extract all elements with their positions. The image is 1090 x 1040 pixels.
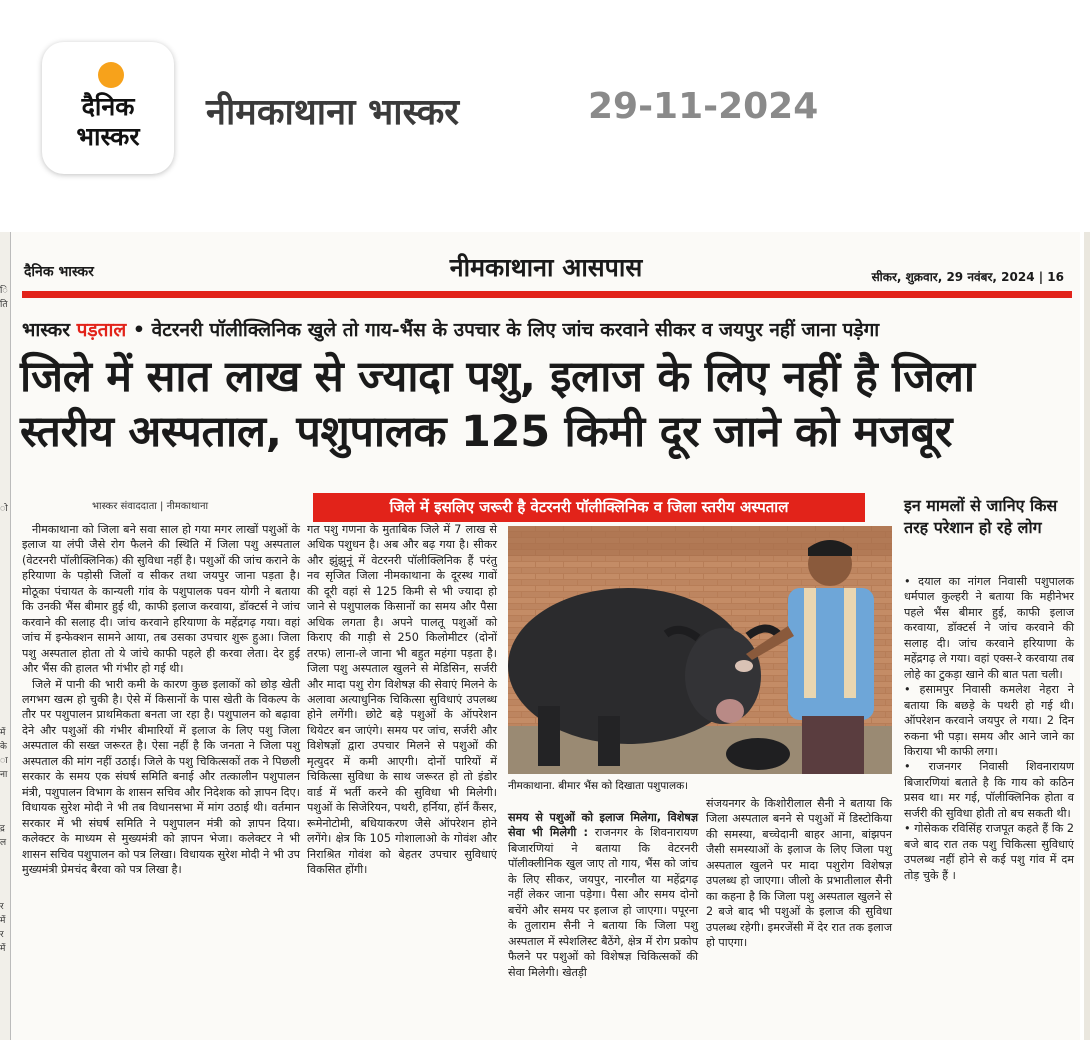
subheading: समय से पशुओं को इलाज मिलेगा, विशेषज्ञ सेवा भी मिलेगी : xyxy=(508,811,698,840)
headline: जिले में सात लाख से ज्यादा पशु, इलाज के लिए नहीं है जिला स्तरीय अस्पताल, पशुपालक 125 किमी दूर जाने को मजबूर xyxy=(20,352,975,458)
kicker-text: • वेटरनरी पॉलीक्लिनिक खुले तो गाय-भैंस के उपचार के लिए जांच करवाने सीकर व जयपुर नहीं जाना पड़ेगा xyxy=(132,319,880,341)
sidebar-heading: इन मामलों से जानिए किस तरह परेशान हो रहे लोग xyxy=(904,496,1058,538)
photo-illustration xyxy=(508,526,892,774)
edge-fragment: में xyxy=(0,944,6,954)
list-item: • दयाल का नांगल निवासी पशुपालक धर्मपाल कुल्हरी ने बताया कि महीनेभर पहले भैंस बीमार हुई, काफी इलाज करवाया, डॉक्टर्स ने जांच करवाने की सलाह दी। जांच करवाने हरियाणा के महेंद्रगढ़ ले गया। वहां एक्स-रे करवाया तब लोहे का टुकड़ा खाने की बात पता चली। xyxy=(904,575,1074,681)
article-column-2 xyxy=(307,522,497,877)
article-column-4 xyxy=(706,796,892,951)
photo-caption: नीमकाथाना. बीमार भैंस को दिखाता पशुपालक। xyxy=(508,780,689,792)
edge-fragment: र xyxy=(0,930,4,940)
dainik-bhaskar-logo[interactable] xyxy=(42,42,174,174)
edge-fragment: ल xyxy=(0,838,7,848)
list-item: • हसामपुर निवासी कमलेश नेहरा ने बताया कि बछड़े के पथरी हो गई थी। ऑपरेशन करवाने जयपुर ले गया। 2 दिन रुकना भी पड़ा। समय और आने जाने का किराया भी काफी लगा। xyxy=(904,683,1074,758)
edge-fragment: में xyxy=(0,728,6,738)
edge-fragment: द्र xyxy=(0,824,5,834)
paragraph xyxy=(508,810,698,980)
kicker xyxy=(22,316,1072,342)
edge-fragment: ा xyxy=(0,756,8,766)
paragraph: गत पशु गणना के मुताबिक जिले में 7 लाख से अधिक पशुधन है। अब और बढ़ गया है। सीकर और झुंझुनूं में वेटरनरी पॉलीक्लिनिक हैं परंतु नव सृजित जिला नीमकाथाना के दूरस्थ गावों की दूरी वहां से 125 किमी से भी ज्यादा हो जाने से पशुपालक किसानों का समय और पैसा अधिक लगता है। अपने पालतू पशुओं को किराए की गाड़ी से 250 किलोमीटर (दोनों तरफ) लाना-ले जाना भी बहुत महंगा पड़ता है। जिला पशु अस्पताल खुलने से मेडिसिन, सर्जरी और मादा पशु रोग विशेषज्ञ की सेवाएं मिलने के अलावा अत्याधुनिक चिकित्सा सुविधाएं उपलब्ध होने लगेंगी। छोटे बड़े पशुओं के ऑपरेशन थियेटर बन जाएंगे। समय पर जांच, सर्जरी और विशेषज्ञों द्वारा उपचार मिलने से पशुओं की मृत्युदर में कमी आएगी। दोनों पारियों में चिकित्सा सुविधा के साथ जरूरत हो तो इंडोर वार्ड में भर्ती करने की सुविधा भी मिलेगी। पशुओं के सिजेरियन, पथरी, हर्निया, हॉर्न कैंसर, रूमेनोटोमी, बधियाकरण जैसे ऑपरेशन होने लगेंगे। क्षेत्र कि 105 गोशालाओ के गोवंश और निराश्रित गोवंश को बेहतर उपचार सुविधाएं विकसित होंगी। xyxy=(307,523,497,876)
paragraph-text: राजनगर के शिवनारायण बिजारणियां ने बताया कि वेटरनरी पॉलीक्लीनिक खुल जाए तो गाय, भैंस को जांच के लिए सीकर, जयपुर, नारनौल या महेंद्रगढ़ नहीं लेकर जाना पड़ेगा। पैसा और समय दोनो बचेंगे और समय पर इलाज हो जाएगा। पपूरना के तुलाराम सैनी ने बताया कि जिला पशु अस्पताल में स्पेशलिस्ट बैठेंगे, क्षेत्र में रोग प्रकोप फैलने पर पशुओं को विशेषज्ञ चिकित्सकों की सेवा मिलेगी। खेतड़ी xyxy=(508,826,698,979)
edition-title: नीमकाथाना भास्कर xyxy=(206,92,459,133)
kicker-brand: भास्कर xyxy=(22,319,71,341)
photo-farmer-with-buffalo xyxy=(508,526,892,774)
edge-fragment: ि xyxy=(0,286,8,296)
logo-line1: दैनिक xyxy=(81,92,135,121)
page-right-edge xyxy=(1084,232,1090,1040)
masthead-brand: दैनिक भास्कर xyxy=(24,264,94,280)
edge-fragment: ना xyxy=(0,770,8,780)
edge-fragment: के xyxy=(0,742,7,752)
edge-fragment: र xyxy=(0,902,4,912)
sun-icon xyxy=(98,62,124,88)
kicker-label: पड़ताल xyxy=(76,319,127,341)
adjacent-page-edge xyxy=(0,232,11,1040)
paragraph: संजयनगर के किशोरीलाल सैनी ने बताया कि जिला अस्पताल बनने से पशुओं में डिस्टोकिया की समस्या, बच्चेदानी बाहर आना, बांझपन जैसी समस्याओं के इलाज के लिए जिला पशु अस्पताल खुलने पर मादा पशुरोग विशेषज्ञ उपलब्ध हो जाएगा। जीलो के प्रभातीलाल सैनी का कहना है कि जिला पशु अस्पताल खुलने से 2 बजे बाद भी पशुओं के इलाज की सुविधा उपलब्ध रहेगी। इमरजेंसी में देर रात तक इलाज हो पाएगा। xyxy=(706,797,892,950)
edge-fragment: ो xyxy=(0,504,8,514)
paragraph: जिले में पानी की भारी कमी के कारण कुछ इलाकों को छोड़ खेती लगभग खत्म हो चुकी है। ऐसे में किसानों के पास खेती के विकल्प के तौर पर पशुपालन प्राथमिकता बनता जा रहा है। पशुपालन को बढ़ावा देने और पशुओं की गंभीर बीमारियों में इलाज के लिए पशु जिला अस्पताल की सख्त जरूरत है। ऐसा नहीं है कि जनता ने जिला पशु अस्पताल की मांग नहीं उठाई। जिले के पशु चिकित्सकों तक ने पिछली सरकार के समय एक संघर्ष समिति बनाई और तत्कालीन पशुपालन मंत्री, पशुपालन विभाग के शासन सचिव और निदेशक को ज्ञापन दिए। विधायक सुरेश मोदी ने भी तब विधानसभा में मांग उठाई थी। वर्तमान सरकार में भी संघर्ष समिति ने पशुपालन मंत्री को ज्ञापन दिया। कलेक्टर के माध्यम से मुख्यमंत्री को ज्ञापन भेजा। कलेक्टर ने भी शासन सचिव पशुपालन को पत्र लिखा। विधायक सुरेश मोदी ने भी उप मुख्यमंत्री प्रेमचंद बैरवा को पत्र लिखा है। xyxy=(22,677,300,876)
byline: भास्कर संवाददाता | नीमकाथाना xyxy=(92,501,209,512)
sidebar-cases xyxy=(904,574,1074,883)
edge-fragment: ति xyxy=(0,300,8,310)
masthead-dateline: सीकर, शुक्रवार, 29 नवंबर, 2024 | 16 xyxy=(871,270,1064,284)
section-banner: जिले में इसलिए जरूरी है वेटरनरी पॉलीक्लिनिक व जिला स्तरीय अस्पताल xyxy=(313,493,865,522)
edge-fragment: में xyxy=(0,916,6,926)
article-column-1 xyxy=(22,522,300,877)
logo-line2: भास्कर xyxy=(76,122,140,151)
masthead-section: नीमकाथाना आसपास xyxy=(449,253,643,282)
list-item: • राजनगर निवासी शिवनारायण बिजारणियां बताते है कि गाय को कठिन प्रसव था। मर गई, पॉलीक्लिनिक होता व सर्जरी की सुविधा होती तो बच सकती थी। xyxy=(904,760,1074,820)
list-item: • गोसेकक रविसिंह राजपूत कहते हैं कि 2 बजे बाद रात तक पशु चिकित्सा सुविधाएं उपलब्ध नहीं होने से कई पशु गांव में दम तोड़ चुके हैं । xyxy=(904,822,1074,882)
masthead-red-rule xyxy=(22,291,1072,298)
paragraph: नीमकाथाना को जिला बने सवा साल हो गया मगर लाखों पशुओं के इलाज या लंपी जैसे रोग फैलने की स्थिति में जिला पशु अस्पताल (वेटरनरी पॉलीक्लिनिक) की सुविधा नहीं है। पशुओं की जांच कराने के हरियाणा के पड़ोसी जिलों व सीकर तथा जयपुर जाना पड़ता है। मोठूका पंचायत के कान्यली गांव के पशुपालक पवन योगी ने बताया कि उनकी भैंस बीमार हुई थी, काफी इलाज करवाया, डॉक्टर्स ने जांच करवाने की सलाह दी। जांच करवाने हरियाणा के महेंद्रगढ़ गया। वहां जांच में इन्फेक्शन सामने आया, तब उसका उपचार शुरू हुआ। जिला पशु अस्पताल होता तो ये जांचे काफी पहले ही करवा लेता। देर हुई और भैंस की हालत भी गंभीर हो गई थी। xyxy=(22,523,300,676)
article-column-3 xyxy=(508,810,698,980)
edition-date: 29-11-2024 xyxy=(588,86,819,127)
